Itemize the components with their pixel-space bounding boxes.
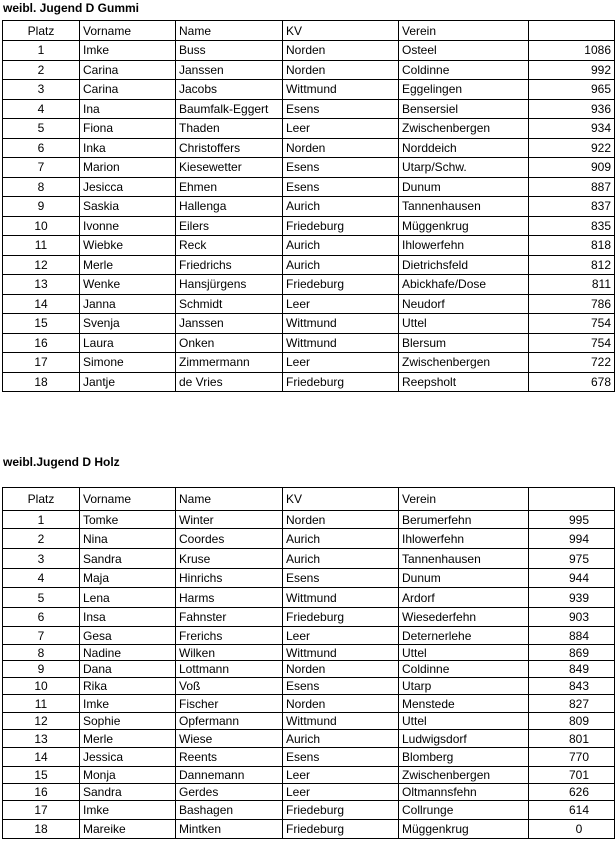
cell-punkte: 701 — [529, 767, 615, 784]
cell-verein: Dietrichsfeld — [399, 255, 529, 275]
cell-platz: 2 — [3, 60, 80, 80]
table-row — [3, 730, 615, 748]
table-row — [3, 678, 615, 695]
cell-vorname: Janna — [80, 294, 176, 314]
cell-name: Bashagen — [176, 801, 283, 820]
cell-name: Friedrichs — [176, 255, 283, 275]
table-row — [3, 569, 615, 588]
cell-platz: 10 — [3, 216, 80, 236]
table-row — [3, 255, 615, 275]
cell-vorname: Sandra — [80, 784, 176, 801]
cell-verein: Berumerfehn — [399, 511, 529, 529]
cell-punkte: 678 — [529, 372, 615, 392]
cell-punkte: 934 — [529, 119, 615, 139]
cell-kv: Esens — [283, 678, 399, 695]
cell-punkte: 869 — [529, 645, 615, 661]
cell-verein: Blersum — [399, 333, 529, 353]
cell-kv: Leer — [283, 767, 399, 784]
cell-platz: 18 — [3, 820, 80, 839]
cell-name: Zimmermann — [176, 353, 283, 373]
cell-vorname: Laura — [80, 333, 176, 353]
table-row — [3, 713, 615, 730]
column-header-vorname: Vorname — [80, 488, 176, 511]
cell-platz: 13 — [3, 275, 80, 295]
cell-platz: 12 — [3, 255, 80, 275]
cell-platz: 4 — [3, 569, 80, 588]
cell-kv: Friedeburg — [283, 372, 399, 392]
table-row — [3, 748, 615, 767]
cell-platz: 14 — [3, 748, 80, 767]
cell-platz: 7 — [3, 627, 80, 645]
column-header-verein: Verein — [399, 488, 529, 511]
table-row — [3, 608, 615, 627]
cell-kv: Friedeburg — [283, 820, 399, 839]
cell-name: Eilers — [176, 216, 283, 236]
cell-platz: 5 — [3, 119, 80, 139]
cell-name: Mintken — [176, 820, 283, 839]
table-row — [3, 119, 615, 139]
cell-punkte: 835 — [529, 216, 615, 236]
table-row — [3, 645, 615, 661]
cell-kv: Friedeburg — [283, 216, 399, 236]
cell-name: Jacobs — [176, 80, 283, 100]
cell-punkte: 965 — [529, 80, 615, 100]
cell-platz: 12 — [3, 713, 80, 730]
cell-verein: Utarp/Schw. — [399, 158, 529, 178]
cell-kv: Wittmund — [283, 713, 399, 730]
cell-kv: Leer — [283, 784, 399, 801]
cell-vorname: Lena — [80, 588, 176, 608]
cell-vorname: Nina — [80, 529, 176, 549]
cell-verein: Uttel — [399, 314, 529, 334]
cell-vorname: Merle — [80, 255, 176, 275]
cell-punkte: 1086 — [529, 41, 615, 61]
cell-name: Gerdes — [176, 784, 283, 801]
cell-platz: 14 — [3, 294, 80, 314]
table-row — [3, 784, 615, 801]
cell-verein: Tannenhausen — [399, 549, 529, 569]
results-table-gummi — [2, 20, 615, 392]
cell-punkte: 811 — [529, 275, 615, 295]
cell-kv: Leer — [283, 627, 399, 645]
cell-punkte: 843 — [529, 678, 615, 695]
table-row — [3, 158, 615, 178]
cell-kv: Esens — [283, 99, 399, 119]
column-header-vorname: Vorname — [80, 21, 176, 41]
table-row — [3, 627, 615, 645]
cell-kv: Friedeburg — [283, 275, 399, 295]
cell-kv: Norden — [283, 138, 399, 158]
cell-kv: Aurich — [283, 255, 399, 275]
cell-punkte: 809 — [529, 713, 615, 730]
cell-kv: Aurich — [283, 529, 399, 549]
table-row — [3, 294, 615, 314]
cell-vorname: Imke — [80, 695, 176, 713]
cell-platz: 15 — [3, 314, 80, 334]
cell-punkte: 818 — [529, 236, 615, 256]
table-row — [3, 695, 615, 713]
cell-vorname: Tomke — [80, 511, 176, 529]
cell-kv: Friedeburg — [283, 801, 399, 820]
cell-name: Reck — [176, 236, 283, 256]
column-header-verein: Verein — [399, 21, 529, 41]
cell-name: Voß — [176, 678, 283, 695]
cell-verein: Reepsholt — [399, 372, 529, 392]
cell-name: Winter — [176, 511, 283, 529]
cell-platz: 15 — [3, 767, 80, 784]
cell-kv: Norden — [283, 661, 399, 678]
cell-vorname: Wiebke — [80, 236, 176, 256]
cell-name: Hallenga — [176, 197, 283, 217]
cell-punkte: 786 — [529, 294, 615, 314]
cell-platz: 5 — [3, 588, 80, 608]
cell-verein: Ludwigsdorf — [399, 730, 529, 748]
table-row — [3, 60, 615, 80]
table-row — [3, 236, 615, 256]
cell-punkte: 944 — [529, 569, 615, 588]
cell-name: Kiesewetter — [176, 158, 283, 178]
cell-name: Fahnster — [176, 608, 283, 627]
cell-vorname: Fiona — [80, 119, 176, 139]
cell-name: Coordes — [176, 529, 283, 549]
cell-kv: Aurich — [283, 549, 399, 569]
cell-name: Baumfalk-Eggert — [176, 99, 283, 119]
cell-punkte: 770 — [529, 748, 615, 767]
cell-platz: 16 — [3, 333, 80, 353]
cell-platz: 1 — [3, 41, 80, 61]
cell-vorname: Marion — [80, 158, 176, 178]
cell-name: Janssen — [176, 314, 283, 334]
cell-kv: Norden — [283, 41, 399, 61]
table-row — [3, 588, 615, 608]
table-row — [3, 216, 615, 236]
cell-verein: Collrunge — [399, 801, 529, 820]
cell-vorname: Jessica — [80, 748, 176, 767]
cell-name: Reents — [176, 748, 283, 767]
column-header-name: Name — [176, 488, 283, 511]
cell-platz: 13 — [3, 730, 80, 748]
cell-platz: 8 — [3, 645, 80, 661]
cell-name: Kruse — [176, 549, 283, 569]
cell-kv: Norden — [283, 695, 399, 713]
cell-vorname: Merle — [80, 730, 176, 748]
cell-verein: Müggenkrug — [399, 216, 529, 236]
cell-vorname: Jesicca — [80, 177, 176, 197]
column-header-punkte — [529, 488, 615, 511]
cell-punkte: 827 — [529, 695, 615, 713]
cell-punkte: 0 — [529, 820, 615, 839]
cell-punkte: 722 — [529, 353, 615, 373]
cell-platz: 10 — [3, 678, 80, 695]
cell-verein: Utarp — [399, 678, 529, 695]
column-header-platz: Platz — [3, 21, 80, 41]
cell-verein: Abickhafe/Dose — [399, 275, 529, 295]
table-row — [3, 529, 615, 549]
cell-platz: 9 — [3, 197, 80, 217]
cell-verein: Coldinne — [399, 60, 529, 80]
cell-vorname: Ivonne — [80, 216, 176, 236]
table-row — [3, 820, 615, 839]
table-row — [3, 138, 615, 158]
cell-vorname: Imke — [80, 801, 176, 820]
column-header-punkte — [529, 21, 615, 41]
cell-name: Thaden — [176, 119, 283, 139]
cell-name: Hinrichs — [176, 569, 283, 588]
table-row — [3, 511, 615, 529]
cell-kv: Aurich — [283, 197, 399, 217]
cell-punkte: 939 — [529, 588, 615, 608]
cell-verein: Menstede — [399, 695, 529, 713]
cell-punkte: 909 — [529, 158, 615, 178]
cell-kv: Aurich — [283, 730, 399, 748]
cell-punkte: 884 — [529, 627, 615, 645]
cell-kv: Leer — [283, 294, 399, 314]
cell-punkte: 903 — [529, 608, 615, 627]
cell-platz: 2 — [3, 529, 80, 549]
section-title-gummi: weibl. Jugend D Gummi — [3, 1, 140, 15]
cell-kv: Wittmund — [283, 314, 399, 334]
cell-verein: Coldinne — [399, 661, 529, 678]
cell-platz: 6 — [3, 608, 80, 627]
cell-verein: Oltmannsfehn — [399, 784, 529, 801]
cell-verein: Zwischenbergen — [399, 119, 529, 139]
table-row — [3, 372, 615, 392]
cell-vorname: Carina — [80, 80, 176, 100]
cell-punkte: 995 — [529, 511, 615, 529]
cell-verein: Uttel — [399, 713, 529, 730]
column-header-platz: Platz — [3, 488, 80, 511]
cell-punkte: 626 — [529, 784, 615, 801]
table-header-row — [3, 488, 615, 511]
cell-name: Wilken — [176, 645, 283, 661]
table-header-row — [3, 21, 615, 41]
cell-vorname: Sandra — [80, 549, 176, 569]
table-row — [3, 801, 615, 820]
cell-platz: 9 — [3, 661, 80, 678]
cell-punkte: 837 — [529, 197, 615, 217]
cell-verein: Neudorf — [399, 294, 529, 314]
cell-vorname: Mareike — [80, 820, 176, 839]
cell-vorname: Wenke — [80, 275, 176, 295]
cell-kv: Norden — [283, 60, 399, 80]
table-row — [3, 549, 615, 569]
cell-vorname: Inka — [80, 138, 176, 158]
cell-kv: Leer — [283, 353, 399, 373]
cell-verein: Wiesederfehn — [399, 608, 529, 627]
cell-punkte: 754 — [529, 314, 615, 334]
cell-name: Onken — [176, 333, 283, 353]
cell-vorname: Sophie — [80, 713, 176, 730]
cell-punkte: 994 — [529, 529, 615, 549]
cell-verein: Blomberg — [399, 748, 529, 767]
cell-vorname: Ina — [80, 99, 176, 119]
table-row — [3, 333, 615, 353]
cell-verein: Dunum — [399, 177, 529, 197]
cell-kv: Wittmund — [283, 333, 399, 353]
cell-name: Frerichs — [176, 627, 283, 645]
cell-kv: Norden — [283, 511, 399, 529]
cell-platz: 7 — [3, 158, 80, 178]
cell-name: Opfermann — [176, 713, 283, 730]
cell-vorname: Maja — [80, 569, 176, 588]
cell-punkte: 922 — [529, 138, 615, 158]
cell-verein: Norddeich — [399, 138, 529, 158]
cell-kv: Wittmund — [283, 80, 399, 100]
cell-name: Fischer — [176, 695, 283, 713]
cell-verein: Müggenkrug — [399, 820, 529, 839]
table-row — [3, 275, 615, 295]
cell-vorname: Carina — [80, 60, 176, 80]
cell-vorname: Gesa — [80, 627, 176, 645]
cell-vorname: Rika — [80, 678, 176, 695]
cell-punkte: 801 — [529, 730, 615, 748]
cell-name: Harms — [176, 588, 283, 608]
cell-verein: Dunum — [399, 569, 529, 588]
cell-verein: Uttel — [399, 645, 529, 661]
cell-vorname: Insa — [80, 608, 176, 627]
cell-verein: Ardorf — [399, 588, 529, 608]
table-row — [3, 99, 615, 119]
cell-punkte: 754 — [529, 333, 615, 353]
cell-platz: 6 — [3, 138, 80, 158]
cell-punkte: 849 — [529, 661, 615, 678]
cell-vorname: Svenja — [80, 314, 176, 334]
cell-platz: 3 — [3, 549, 80, 569]
table-row — [3, 314, 615, 334]
cell-kv: Aurich — [283, 236, 399, 256]
cell-verein: Osteel — [399, 41, 529, 61]
cell-kv: Friedeburg — [283, 608, 399, 627]
cell-verein: Bensersiel — [399, 99, 529, 119]
cell-verein: Zwischenbergen — [399, 353, 529, 373]
cell-kv: Esens — [283, 569, 399, 588]
column-header-kv: KV — [283, 488, 399, 511]
cell-punkte: 614 — [529, 801, 615, 820]
cell-kv: Leer — [283, 119, 399, 139]
cell-kv: Esens — [283, 177, 399, 197]
cell-punkte: 887 — [529, 177, 615, 197]
cell-verein: Eggelingen — [399, 80, 529, 100]
table-row — [3, 661, 615, 678]
table-row — [3, 80, 615, 100]
cell-platz: 18 — [3, 372, 80, 392]
cell-vorname: Nadine — [80, 645, 176, 661]
cell-vorname: Jantje — [80, 372, 176, 392]
cell-name: Wiese — [176, 730, 283, 748]
cell-platz: 17 — [3, 353, 80, 373]
cell-name: Lottmann — [176, 661, 283, 678]
cell-punkte: 992 — [529, 60, 615, 80]
cell-name: de Vries — [176, 372, 283, 392]
column-header-name: Name — [176, 21, 283, 41]
cell-platz: 11 — [3, 695, 80, 713]
cell-kv: Wittmund — [283, 645, 399, 661]
cell-verein: Ihlowerfehn — [399, 529, 529, 549]
column-header-kv: KV — [283, 21, 399, 41]
cell-platz: 4 — [3, 99, 80, 119]
cell-punkte: 812 — [529, 255, 615, 275]
cell-kv: Esens — [283, 748, 399, 767]
cell-punkte: 975 — [529, 549, 615, 569]
cell-name: Buss — [176, 41, 283, 61]
cell-kv: Esens — [283, 158, 399, 178]
cell-name: Hansjürgens — [176, 275, 283, 295]
cell-platz: 16 — [3, 784, 80, 801]
cell-name: Schmidt — [176, 294, 283, 314]
cell-verein: Ihlowerfehn — [399, 236, 529, 256]
cell-verein: Deternerlehe — [399, 627, 529, 645]
cell-platz: 17 — [3, 801, 80, 820]
cell-vorname: Imke — [80, 41, 176, 61]
cell-verein: Zwischenbergen — [399, 767, 529, 784]
cell-platz: 11 — [3, 236, 80, 256]
table-row — [3, 177, 615, 197]
cell-platz: 1 — [3, 511, 80, 529]
cell-verein: Tannenhausen — [399, 197, 529, 217]
results-table-holz — [2, 487, 615, 839]
table-row — [3, 353, 615, 373]
section-title-holz: weibl.Jugend D Holz — [3, 455, 120, 469]
cell-vorname: Dana — [80, 661, 176, 678]
cell-kv: Wittmund — [283, 588, 399, 608]
cell-vorname: Saskia — [80, 197, 176, 217]
cell-vorname: Simone — [80, 353, 176, 373]
cell-vorname: Monja — [80, 767, 176, 784]
table-row — [3, 197, 615, 217]
cell-name: Dannemann — [176, 767, 283, 784]
cell-platz: 3 — [3, 80, 80, 100]
cell-name: Janssen — [176, 60, 283, 80]
cell-platz: 8 — [3, 177, 80, 197]
table-row — [3, 41, 615, 61]
cell-name: Christoffers — [176, 138, 283, 158]
cell-name: Ehmen — [176, 177, 283, 197]
table-row — [3, 767, 615, 784]
cell-punkte: 936 — [529, 99, 615, 119]
